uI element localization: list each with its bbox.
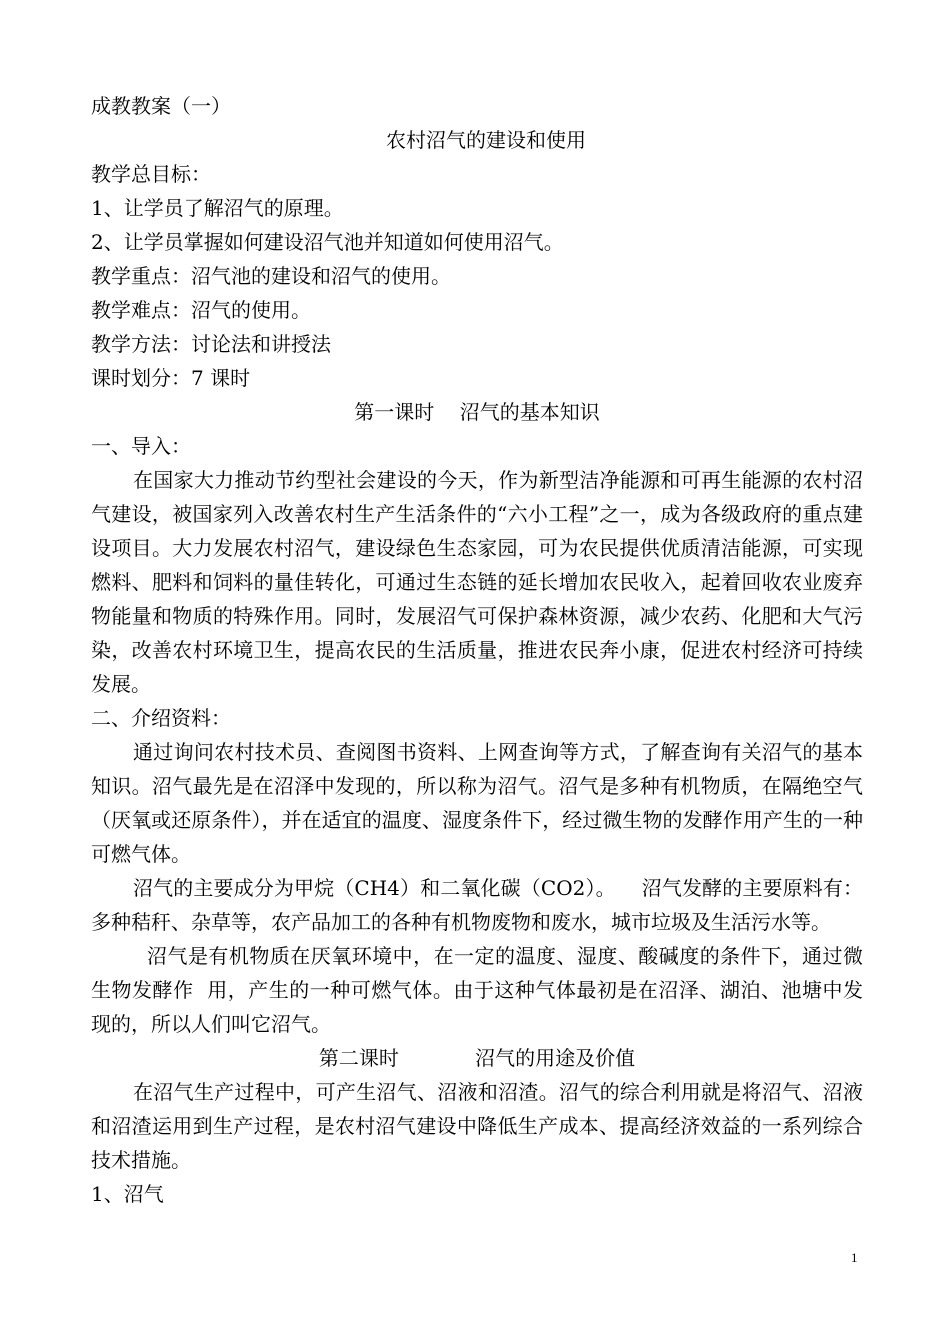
page-number: 1: [851, 1250, 858, 1265]
doc-title: 农村沼气的建设和使用: [386, 128, 586, 152]
class-hours: 课时划分：7 课时: [91, 366, 251, 390]
lesson1-title: 第一课时 沼气的基本知识: [354, 400, 600, 424]
teaching-method: 教学方法：讨论法和讲授法: [91, 332, 331, 356]
document-body: [91, 89, 863, 1211]
goal-1: 1、让学员了解沼气的原理。: [91, 196, 344, 220]
goal-2: 2、让学员掌握如何建设沼气池并知道如何使用沼气。: [91, 230, 564, 254]
material-paragraph-1: 通过询问农村技术员、查阅图书资料、上网查询等方式，了解查询有关沼气的基本知识。沼气最先是在沼泽中发现的，所以称为沼气。沼气是多种有机物质，在隔绝空气（厌氧或还原条件），并在适宜的温度、湿度条件下，经过微生物的发酵作用产生的一种可燃气体。: [91, 740, 863, 866]
lesson2-paragraph: 在沼气生产过程中，可产生沼气、沼液和沼渣。沼气的综合利用就是将沼气、沼液和沼渣运用到生产过程，是农村沼气建设中降低生产成本、提高经济效益的一系列综合技术措施。: [91, 1080, 863, 1172]
doc-header: 成教教案（一）: [91, 94, 231, 118]
lesson2-title: 第二课时 沼气的用途及价值: [318, 1046, 636, 1070]
key-point: 教学重点：沼气池的建设和沼气的使用。: [91, 264, 451, 288]
material-paragraph-3: 沼气是有机物质在厌氧环境中，在一定的温度、湿度、酸碱度的条件下，通过微生物发酵作 用，产生的一种可燃气体。由于这种气体最初是在沼泽、湖泊、池塘中发现的，所以人们叫它沼气。: [91, 944, 863, 1036]
material-paragraph-2: 沼气的主要成分为甲烷（CH4）和二氧化碳（CO2）。 沼气发酵的主要原料有：多种秸秆、杂草等，农产品加工的各种有机物废物和废水，城市垃圾及生活污水等。: [91, 876, 863, 934]
intro-paragraph: 在国家大力推动节约型社会建设的今天，作为新型洁净能源和可再生能源的农村沼气建设，被国家列入改善农村生产生活条件的“六小工程”之一，成为各级政府的重点建设项目。大力发展农村沼气，建设绿色生态家园，可为农民提供优质清洁能源，可实现燃料、肥料和饲料的量佳转化，可通过生态链的延长增加农民收入，起着回收农业废弃物能量和物质的特殊作用。同时，发展沼气可保护森林资源，减少农药、化肥和大气污染，改善农村环境卫生，提高农民的生活质量，推进农民奔小康，促进农村经济可持续发展。: [91, 468, 863, 696]
intro-label: 一、导入：: [91, 434, 191, 458]
goals-label: 教学总目标：: [91, 162, 211, 186]
difficulty: 教学难点：沼气的使用。: [91, 298, 311, 322]
item-1-heading: 1、沼气: [91, 1182, 164, 1206]
material-label: 二、介绍资料：: [91, 706, 231, 730]
